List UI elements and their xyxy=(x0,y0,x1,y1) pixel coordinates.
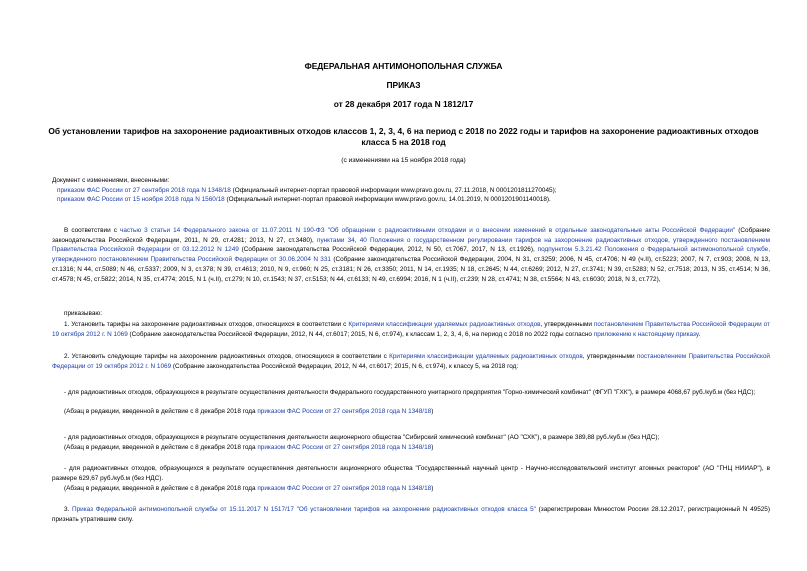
doc-title: Об установлении тарифов на захоронение радиоактивных отходов классов 1, 2, 3, 4, 6 на период с 2018 по 2022 годы и тарифов на захоронение радиоактивных отходов класса 5 на 2018 год xyxy=(48,126,759,147)
order-1348-link[interactable]: приказом ФАС России от 27 сентября 2018 года N 1348/18 xyxy=(257,408,432,415)
changes-intro: Документ с изменениями, внесенными: xyxy=(52,177,170,184)
regulation-1069-link[interactable]: постановлением Правительства Российской Федерации от 19 октября 2012 г. N 1069 xyxy=(52,321,770,338)
agency-name: ФЕДЕРАЛЬНАЯ АНТИМОНОПОЛЬНАЯ СЛУЖБА xyxy=(304,61,503,71)
tariff-ggk: - для радиоактивных отходов, образующихся в результате осуществления деятельности Федерального государственного унитарного предприятия "Горно-химический комбинат" (ФГУП "ГХК"), в размере 4068,67 руб./куб.м (без НДС); xyxy=(64,389,756,396)
tariff-skhk: - для радиоактивных отходов, образующихся в результате осуществления деятельности акционерного общества "Сибирский химический комбинат" (АО "СХК"), в размере 389,88 руб./куб.м (без НДС); xyxy=(64,434,660,441)
tariff-niiar: - для радиоактивных отходов, образующихся в результате осуществления деятельности акционерного общества "Государственный научный центр - Научно-исследовательский институт атомных реакторов" (АО "ГНЦ НИИАР"), в размере 629,67 руб./куб.м (без НДС). xyxy=(52,465,770,482)
changes-note: (с изменениями на 15 ноября 2018 года) xyxy=(341,157,466,164)
order-1348-link[interactable]: приказом ФАС России от 27 сентября 2018 года N 1348/18 xyxy=(257,444,432,451)
changes-block xyxy=(52,176,772,205)
order-1517-link[interactable]: Приказ Федеральной антимонопольной службы от 15.11.2017 N 1517/17 "Об установлении тарифов на захоронение радиоактивных отходов класса 5" xyxy=(72,506,536,513)
change-link-1[interactable]: приказом ФАС России от 27 сентября 2018 года N 1348/18 xyxy=(57,186,231,194)
change-link-2[interactable]: приказом ФАС России от 15 ноября 2018 года N 1560/18 xyxy=(57,196,225,204)
regulation-1249-link[interactable]: пунктами 34, 40 Положения о государственном регулировании тарифов на захоронение радиоактивных отходов, утвержденного постановлением Правительства Российской Федерации от 03.12.2012 N 1249 xyxy=(52,236,771,254)
doc-date-number: от 28 декабря 2017 года N 1812/17 xyxy=(333,99,474,109)
tariff-niiar-note: (Абзац в редакции, введенной в действие с 8 декабря 2018 года приказом ФАС России от 27 сентября 2018 года N 1348/18) xyxy=(64,485,434,492)
criteria-link[interactable]: Критериями классификации удаляемых радиоактивных отходов xyxy=(348,321,541,328)
tariff-skhk-note: (Абзац в редакции, введенной в действие с 8 декабря 2018 года приказом ФАС России от 27 сентября 2018 года N 1348/18) xyxy=(64,444,434,451)
order-1348-link[interactable]: приказом ФАС России от 27 сентября 2018 года N 1348/18 xyxy=(257,485,432,492)
prikazyvayu-label: приказываю: xyxy=(64,310,102,317)
change-item: приказом ФАС России от 15 ноября 2018 года N 1560/18 (Официальный интернет-портал правовой информации www.pravo.gov.ru, 14.01.2019, N 0001201901140018). xyxy=(57,196,551,204)
regulation-331-link[interactable]: подпунктом 5.3.21.42 Положения о Федеральной антимонопольной службе, утвержденного постановлением Правительства Российской Федерации от 30.06.2004 N 331 xyxy=(52,246,770,264)
preamble-paragraph: В соответствии с частью 3 статьи 14 Федерального закона от 11.07.2011 N 190-ФЗ "Об обращении с радиоактивными отходами и о внесении изменений в отдельные законодательные акты Российской Федерации" (Собрание законодательства Российской Федерации, 2011, N 29, ст.4281; 2013, N 27, ст.3480), пунктами 34, 40 Положения о государственном регулировании тарифов на захоронение радиоактивных отходов, утвержденного постановлением Правительства Российской Федерации от 03.12.2012 N 1249 (Собрание законодательства Российской Федерации, 2012, N 50, ст.7067, 2017, N 13, ст.1926), подпунктом 5.3.21.42 Положения о Федеральной антимонопольной службе, утвержденного постановлением Правительства Российской Федерации от 30.06.2004 N 331 (Собрание законодательства Российской Федерации, 2004, N 31, ст.3259; 2006, N 45, ст.4706; N 49 (ч.II), ст.5223; 2007, N 7, ст.903; 2008, N 13, ст.1316; N 44, ст.5089; N 46, ст.5337; 2009, N 3, ст.378; N 39, ст.4613; 2010, N 9, ст.960; N 25, ст.3181; N 26, ст.3350; 2011, N 14, ст.1935; N 18, ст.2645; N 44, ст.6269; 2012, N 27, ст.3741; N 39, ст.5283; N 52, ст.7518; 2013, N 35, ст.4514; N 36, ст.4578; N 45, ст.5822; 2014, N 35, ст.4774; 2015, N 1 (ч.II), ст.279; N 10, ст.1543; N 37, ст.5153; N 44, ст.6133; N 49, ст.6994; 2016, N 1 (ч.II), ст.239; N 28, ст.4741; N 38, ст.5564; N 43, ст.6030; 2018, N 3, ст.772), xyxy=(52,227,771,283)
regulation-1069-link[interactable]: постановлением Правительства Российской Федерации от 19 октября 2012 г. N 1069 xyxy=(52,353,770,370)
tariff-ggk-note: (Абзац в редакции, введенной в действие с 8 декабря 2018 года приказом ФАС России от 27 сентября 2018 года N 1348/18) xyxy=(64,408,434,415)
criteria-link[interactable]: Критериями классификации удаляемых радиоактивных отходов xyxy=(389,353,583,360)
change-item: приказом ФАС России от 27 сентября 2018 года N 1348/18 (Официальный интернет-портал правовой информации www.pravo.gov.ru, 27.11.2018, N 0001201811270045); xyxy=(57,186,557,194)
doc-type: ПРИКАЗ xyxy=(386,80,421,90)
law-190fz-link[interactable]: частью 3 статьи 14 Федерального закона от 11.07.2011 N 190-ФЗ "Об обращении с радиоактивными отходами и о внесении изменений в отдельные законодательные акты Российской Федерации" xyxy=(119,227,736,234)
item-1-paragraph: 1. Установить тарифы на захоронение радиоактивных отходов, относящихся в соответствии с Критериями классификации удаляемых радиоактивных отходов, утвержденными постановлением Правительства Российской Федерации от 19 октября 2012 г. N 1069 (Собрание законодательства Российской Федерации, 2012, N 44, ст.6017; 2015, N 6, ст.974), к классам 1, 2, 3, 4, 6, на период с 2018 по 2022 годы согласно приложению к настоящему приказу. xyxy=(52,321,770,338)
item-2-paragraph: 2. Установить следующие тарифы на захоронение радиоактивных отходов, относящихся в соответствии с Критериями классификации удаляемых радиоактивных отходов, утвержденными постановлением Правительства Российской Федерации от 19 октября 2012 г. N 1069 (Собрание законодательства Российской Федерации, 2012, N 44, ст.6017; 2015, N 6, ст.974), к классу 5, на 2018 год: xyxy=(52,353,770,370)
appendix-link[interactable]: приложению к настоящему приказу xyxy=(593,330,699,338)
item-3-paragraph: 3. Приказ Федеральной антимонопольной службы от 15.11.2017 N 1517/17 "Об установлении тарифов на захоронение радиоактивных отходов класса 5" (зарегистрирован Минюстом России 28.12.2017, регистрационный N 49525) признать утратившим силу. xyxy=(52,506,770,523)
